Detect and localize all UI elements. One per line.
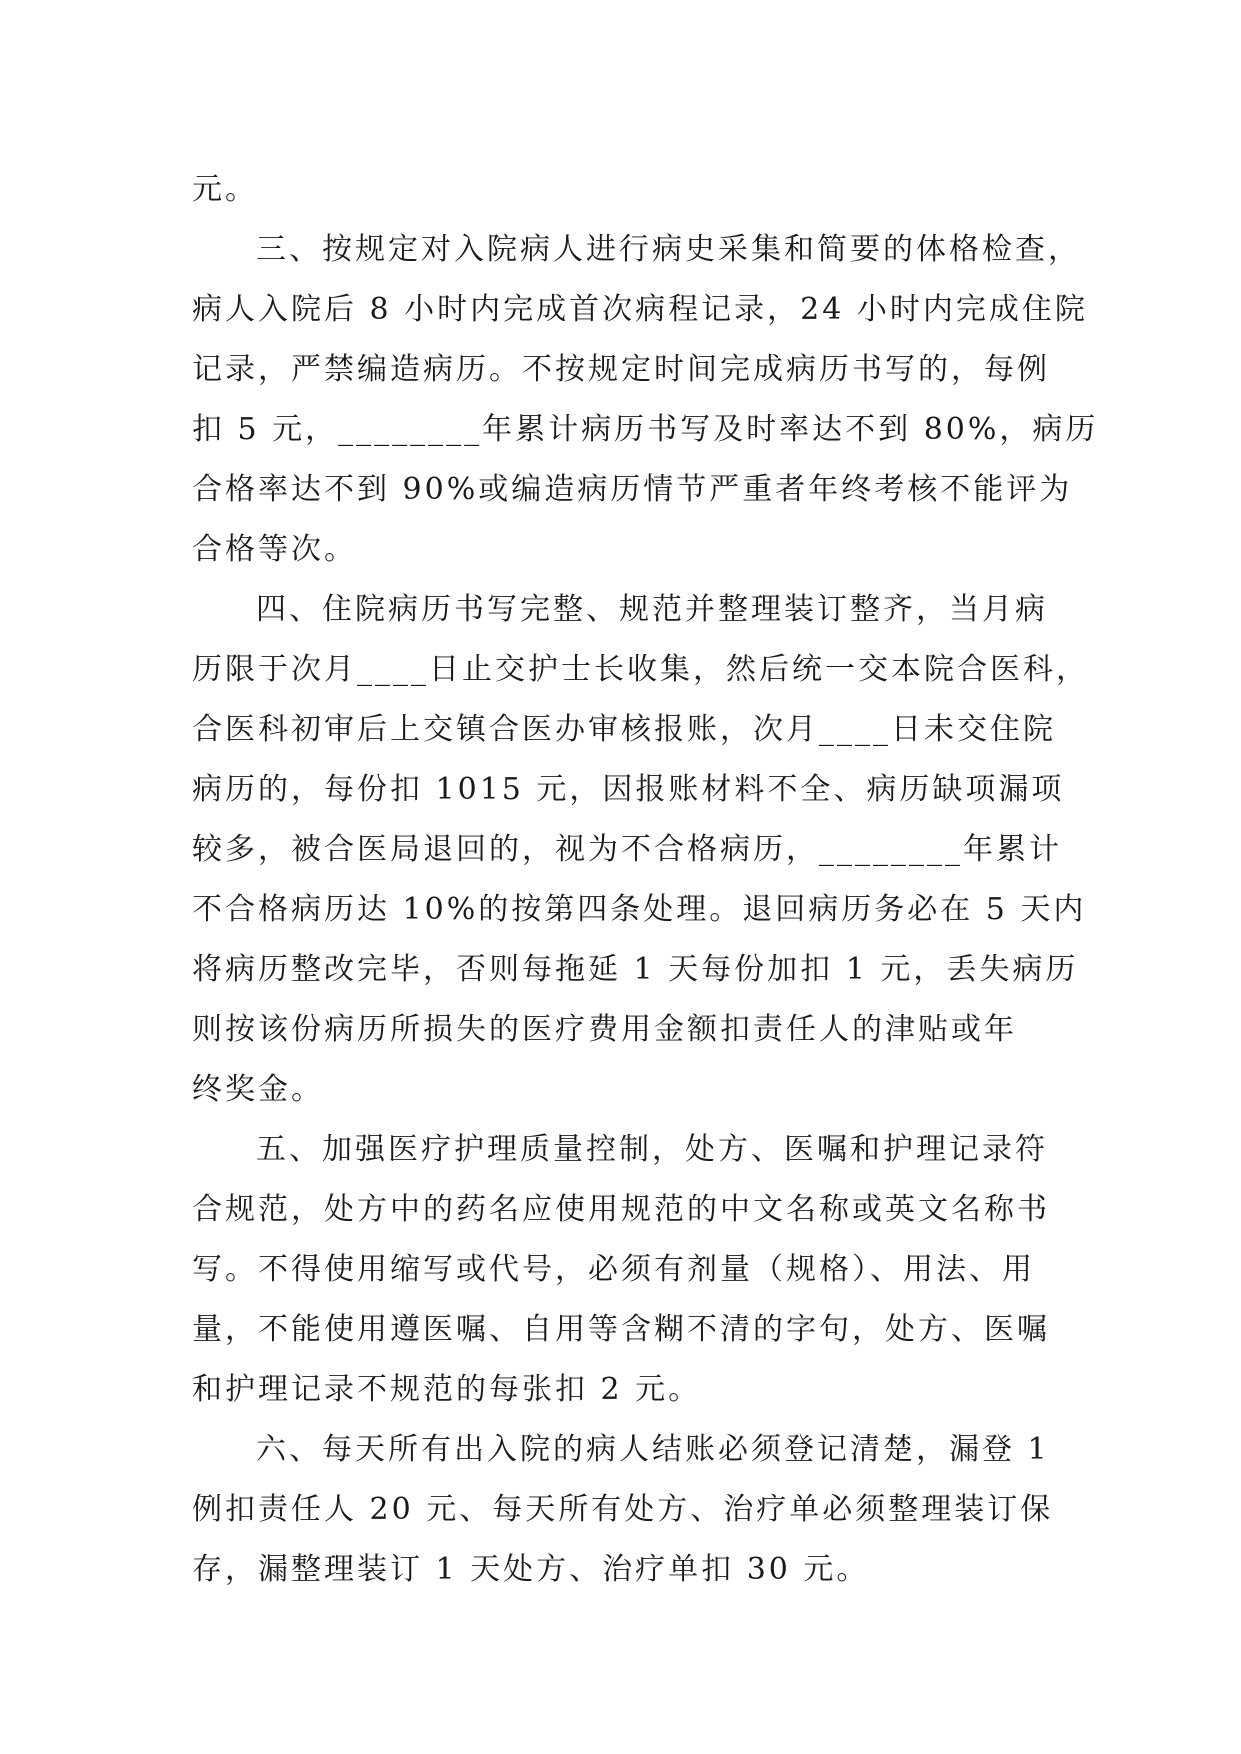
text-line: 合格率达不到 90%或编造病历情节严重者年终考核不能评为 xyxy=(192,472,1073,507)
paragraph-3 xyxy=(192,220,1099,580)
paragraph-continuation xyxy=(192,160,1052,220)
document-body xyxy=(192,160,1099,1600)
text-line: 将病历整改完毕，否则每拖延 1 天每份加扣 1 元，丢失病历 xyxy=(192,952,1079,987)
text-line: 和护理记录不规范的每张扣 2 元。 xyxy=(192,1372,702,1407)
text-line: 终奖金。 xyxy=(192,1072,324,1107)
text-line: 写。不得使用缩写或代号，必须有剂量（规格）、用法、用 xyxy=(192,1252,1035,1287)
paragraph-6 xyxy=(192,1420,1052,1600)
text-line: 病历的，每份扣 1015 元，因报账材料不全、病历缺项漏项 xyxy=(192,772,1065,807)
text-line: 较多，被合医局退回的，视为不合格病历，________年累计 xyxy=(192,832,1062,867)
text-line: 则按该份病历所损失的医疗费用金额扣责任人的津贴或年 xyxy=(192,1012,1017,1047)
text-line: 合规范，处方中的药名应使用规范的中文名称或英文名称书 xyxy=(192,1192,1050,1227)
text-line: 历限于次月____日止交护士长收集，然后统一交本院合医科， xyxy=(192,652,1089,687)
paragraph-5 xyxy=(192,1120,1052,1420)
text-line: 六、每天所有出入院的病人结账必须登记清楚，漏登 1 xyxy=(256,1432,1050,1467)
text-line: 合格等次。 xyxy=(192,532,357,567)
text-line: 合医科初审后上交镇合医办审核报账，次月____日未交住院 xyxy=(192,712,1056,747)
text-line: 扣 5 元，________年累计病历书写及时率达不到 80%，病历 xyxy=(192,412,1099,447)
paragraph-4 xyxy=(192,580,1089,1120)
text-line: 四、住院病历书写完整、规范并整理装订整齐，当月病 xyxy=(256,592,1048,627)
text-line: 记录，严禁编造病历。不按规定时间完成病历书写的，每例 xyxy=(192,352,1050,387)
text-line: 量，不能使用遵医嘱、自用等含糊不清的字句，处方、医嘱 xyxy=(192,1312,1050,1347)
text-line: 五、加强医疗护理质量控制，处方、医嘱和护理记录符 xyxy=(256,1132,1048,1167)
text-line: 元。 xyxy=(192,172,258,207)
text-line: 不合格病历达 10%的按第四条处理。退回病历务必在 5 天内 xyxy=(192,892,1087,927)
text-line: 三、按规定对入院病人进行病史采集和简要的体格检查， xyxy=(256,232,1081,267)
text-line: 存，漏整理装订 1 天处方、治疗单扣 30 元。 xyxy=(192,1552,870,1587)
text-line: 病人入院后 8 小时内完成首次病程记录，24 小时内完成住院 xyxy=(192,292,1088,327)
text-line: 例扣责任人 20 元、每天所有处方、治疗单必须整理装订保 xyxy=(192,1492,1054,1527)
